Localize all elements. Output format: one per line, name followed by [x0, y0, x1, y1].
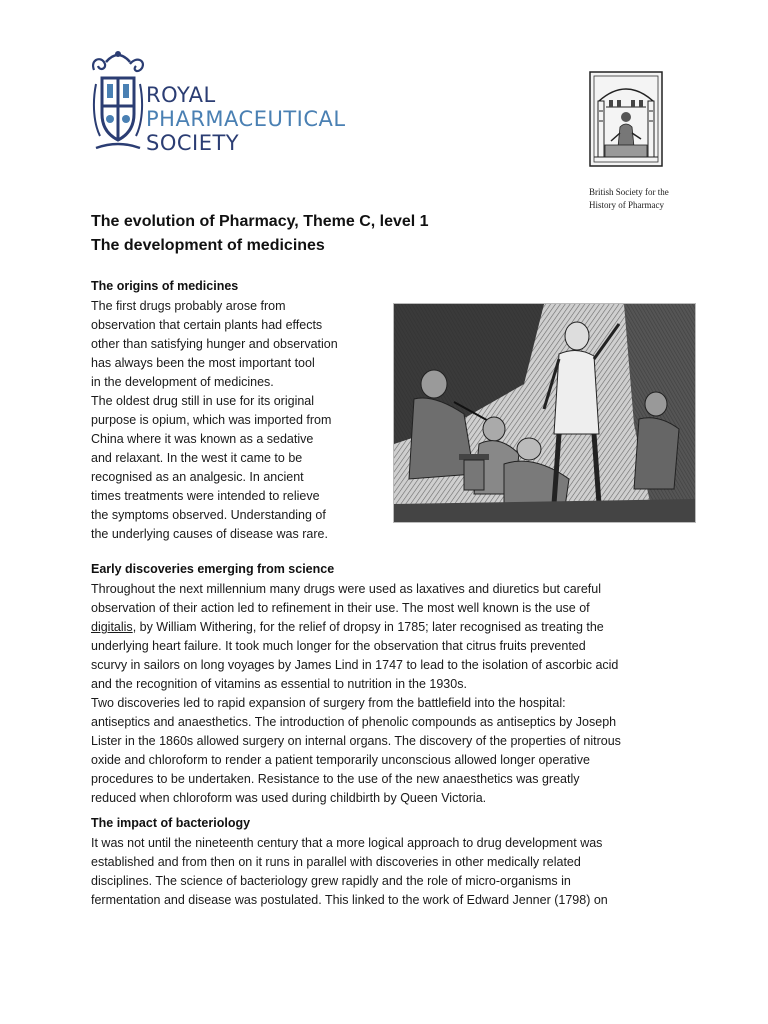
logo-text-pharmaceutical: PHARMACEUTICAL [146, 107, 346, 131]
text-line [91, 618, 691, 637]
text-line: purpose is opium, which was imported from [91, 413, 332, 427]
page-title: The evolution of Pharmacy, Theme C, level 1 [91, 213, 429, 230]
rps-crest-icon [90, 44, 146, 164]
text-line: the symptoms observed. Understanding of [91, 508, 326, 522]
text-line: disciplines. The science of bacteriology grew rapidly and the role of micro-organisms in [91, 874, 571, 888]
paragraph-bacteriology [91, 834, 691, 910]
text-line: fermentation and disease was postulated. This linked to the work of Edward Jenner (1798) on [91, 893, 608, 907]
text-line: recognised as an analgesic. In ancient [91, 470, 304, 484]
text-line: The oldest drug still in use for its original [91, 394, 315, 408]
text-line: Two discoveries led to rapid expansion of surgery from the battlefield into the hospital: [91, 696, 566, 710]
text-line: observation that certain plants had effects [91, 318, 323, 332]
opium-den-engraving-image [393, 303, 696, 523]
logo-text-society: SOCIETY [146, 131, 240, 155]
digitalis-link[interactable]: digitalis [91, 620, 133, 634]
text-line: in the development of medicines. [91, 375, 274, 389]
text-line: scurvy in sailors on long voyages by James Lind in 1747 to lead to the isolation of ascorbic acid [91, 658, 619, 672]
bshp-woodcut-image [589, 71, 663, 167]
text-line: established and from then on it runs in parallel with discoveries in other medically related [91, 855, 581, 869]
bshp-caption [589, 186, 699, 212]
text-line: underlying heart failure. It took much longer for the observation that citrus fruits prevented [91, 639, 586, 653]
section-heading-early-discoveries: Early discoveries emerging from science [91, 562, 335, 576]
text-line: oxide and chloroform to render a patient temporarily unconscious allowed longer operative [91, 753, 590, 767]
bshp-caption-line2: History of Pharmacy [589, 200, 664, 210]
text-line: Throughout the next millennium many drugs were used as laxatives and diuretics but careful [91, 582, 601, 596]
rps-logo [90, 44, 380, 174]
section-heading-origins: The origins of medicines [91, 279, 239, 293]
text-line: observation of their action led to refinement in their use. The most well known is the use of [91, 601, 590, 615]
paragraph-origins [91, 297, 381, 544]
text-line: antiseptics and anaesthetics. The introduction of phenolic compounds as antiseptics by Joseph [91, 715, 617, 729]
section-heading-bacteriology: The impact of bacteriology [91, 816, 251, 830]
text-line: other than satisfying hunger and observation [91, 337, 338, 351]
text-span: , by William Withering, for the relief of dropsy in 1785; later recognised as treating the [132, 620, 604, 634]
text-line: China where it was known as a sedative [91, 432, 314, 446]
text-line: and relaxant. In the west it came to be [91, 451, 303, 465]
logo-text-royal: ROYAL [146, 83, 216, 107]
text-line: The first drugs probably arose from [91, 299, 286, 313]
paragraph-early-discoveries [91, 580, 691, 808]
text-line: times treatments were intended to relieve [91, 489, 320, 503]
text-line: has always been the most important tool [91, 356, 315, 370]
page-subtitle: The development of medicines [91, 237, 325, 254]
text-line: the underlying causes of disease was rare. [91, 527, 328, 541]
text-line: and the recognition of vitamins as essential to nutrition in the 1930s. [91, 677, 467, 691]
text-line: It was not until the nineteenth century that a more logical approach to drug development was [91, 836, 603, 850]
text-line: procedures to be undertaken. Resistance to the use of the new anaesthetics was greatly [91, 772, 580, 786]
bshp-caption-line1: British Society for the [589, 187, 669, 197]
text-line: reduced when chloroform was used during childbirth by Queen Victoria. [91, 791, 487, 805]
text-line: Lister in the 1860s allowed surgery on internal organs. The discovery of the properties of nitrous [91, 734, 621, 748]
